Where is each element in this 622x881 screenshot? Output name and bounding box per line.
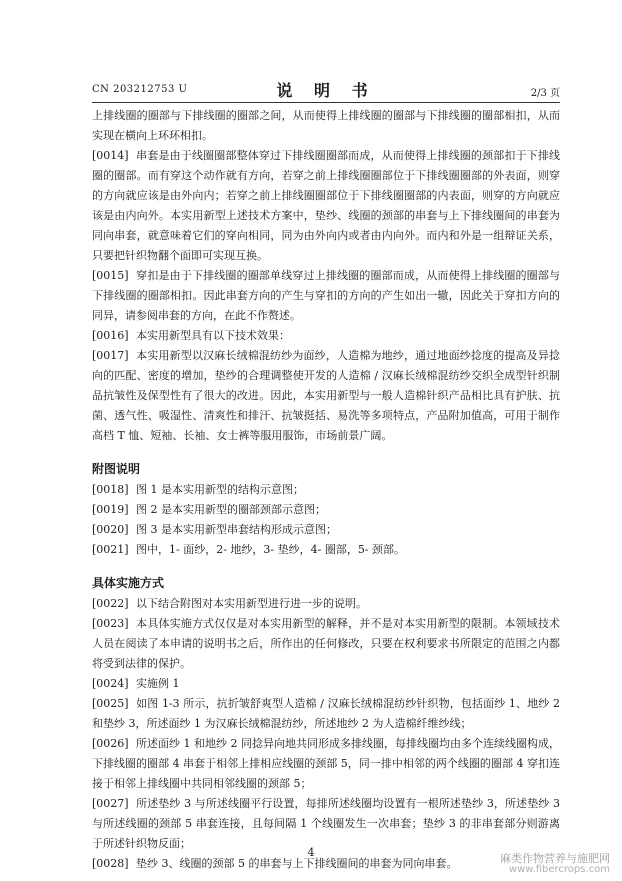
paragraph-number: [0015]: [92, 269, 129, 282]
paragraph-number: [0025]: [92, 697, 129, 710]
paragraph-0018: [92, 480, 560, 500]
paragraph-number: [0016]: [92, 329, 129, 342]
paragraph-0027: [92, 794, 560, 854]
paragraph-0016: [92, 326, 560, 346]
paragraph-text: 垫纱 3、线圈的颈部 5 的串套与上下排线圈间的串套为同向串套。: [136, 857, 458, 870]
section-spacer: [92, 446, 560, 458]
paragraph-continued: [92, 106, 560, 146]
paragraph-number: [0028]: [92, 857, 129, 870]
paragraph-number: [0024]: [92, 677, 129, 690]
paragraph-0023: [92, 614, 560, 674]
paragraph-0015: [92, 266, 560, 326]
paragraph-number: [0014]: [92, 149, 129, 162]
paragraph-text: 穿扣是由于下排线圈的圈部单线穿过上排线圈的圈部而成，从而使得上排线圈的圈部与下排线圈的圈部相扣。因此串套方向的产生与穿扣的方向的产生如出一辙，因此关于穿扣方向的同异，请参阅串套的方向，在此不作赘述。: [92, 269, 560, 322]
paragraph-number: [0019]: [92, 503, 129, 516]
paragraph-text: 本实用新型以汉麻长绒棉混纺纱为面纱，人造棉为地纱，通过地面纱捻度的提高及异捻向的匹配、密度的增加，垫纱的合理调整使开发的人造棉 / 汉麻长绒棉混纺纱交织全成型针织制品抗皱性及保型性有了很大的改进。因此，本实用新型与一般人造棉针织产品相比具有护肤、抗菌、透气性、吸湿性、清爽性和排汗、抗皱挺括、易洗等多项特点，产品附加值高，可用于制作高档 T 恤、短袖、长袖、女士裤等服用服饰，市场前景广阔。: [92, 349, 560, 442]
section-spacer: [92, 560, 560, 572]
paragraph-text: 图中，1- 面纱，2- 地纱，3- 垫纱，4- 圈部，5- 颈部。: [136, 543, 406, 556]
paragraph-number: [0022]: [92, 597, 129, 610]
paragraph-0017: [92, 346, 560, 446]
paragraph-number: [0020]: [92, 523, 129, 536]
paragraph-0021: [92, 540, 560, 560]
paragraph-0014: [92, 146, 560, 266]
page-header: [92, 78, 560, 102]
paragraph-text: 所述面纱 1 和地纱 2 同捻异向地共同形成多排线圈，每排线圈均由多个连续线圈构成，下排线圈的圈部 4 串套于相邻上排相应线圈的颈部 5，同一排中相邻的两个线圈的圈部 4 穿扣连接于相邻上排线圈中共同相邻线圈的颈部 5；: [92, 737, 560, 790]
paragraph-text: 所述垫纱 3 与所述线圈平行设置，每排所述线圈均设置有一根所述垫纱 3，所述垫纱 3 与所述线圈的颈部 5 串套连接，且每间隔 1 个线圈发生一次串套；垫纱 3 的非串套部分则游离于所述针织物反面；: [92, 797, 560, 850]
document-body: [92, 106, 560, 874]
page-ratio: 2/3 页: [530, 88, 560, 99]
page-number: 4: [307, 846, 315, 859]
paragraph-0022: [92, 594, 560, 614]
paragraph-text: 上排线圈的圈部与下排线圈的圈部之间，从而使得上排线圈的圈部与下排线圈的圈部相扣，从而实现在横向上环环相扣。: [92, 109, 560, 142]
paragraph-number: [0027]: [92, 797, 129, 810]
doc-number: CN 203212753 U: [92, 84, 188, 95]
paragraph-0025: [92, 694, 560, 734]
paragraph-0019: [92, 500, 560, 520]
watermark-url: www.fibercrops.com: [508, 864, 610, 875]
paragraph-0024: [92, 674, 560, 694]
paragraph-number: [0018]: [92, 483, 129, 496]
paragraph-text: 以下结合附图对本实用新型进行进一步的说明。: [136, 597, 367, 610]
paragraph-text: 如图 1-3 所示，抗折皱舒爽型人造棉 / 汉麻长绒棉混纺纱针织物，包括面纱 1、地纱 2 和垫纱 3，所述面纱 1 为汉麻长绒棉混纺纱，所述地纱 2 为人造棉纤维纱线；: [92, 697, 560, 730]
section-heading-embodiment: 具体实施方式: [92, 576, 165, 590]
paragraph-text: 串套是由于线圈圈部整体穿过下排线圈圈部而成，从而使得上排线圈的颈部扣于下排线圈的圈部。而有穿这个动作就有方向，若穿之前上排线圈圈部位于下排线圈圈部的外表面，则穿的方向就应该是由外向内；若穿之前上排线圈圈部位于下排线圈圈部的内表面，则穿的方向就应该是由内向外。本实用新型上述技术方案中，垫纱、线圈的颈部的串套与上下排线圈间的串套为同向串套，就意味着它们的穿向相同，同为由外向内或者由内向外。而内和外是一组辩证关系，只要把针织物翻个面即可实现互换。: [92, 149, 560, 262]
section-heading-figures: 附图说明: [92, 462, 141, 476]
page-title: 说 明 书: [276, 81, 376, 100]
paragraph-text: 图 3 是本实用新型串套结构形成示意图；: [136, 523, 337, 536]
paragraph-text: 图 2 是本实用新型的圈部颈部示意图；: [136, 503, 326, 516]
paragraph-0020: [92, 520, 560, 540]
header-divider: [92, 102, 560, 103]
paragraph-0026: [92, 734, 560, 794]
paragraph-text: 本实用新型具有以下技术效果：: [136, 329, 290, 342]
paragraph-number: [0021]: [92, 543, 129, 556]
watermark-text: 麻类作物营养与施肥网: [500, 852, 610, 865]
paragraph-number: [0023]: [92, 617, 129, 630]
paragraph-text: 本具体实施方式仅仅是对本实用新型的解释，并不是对本实用新型的限制。本领域技术人员在阅读了本申请的说明书之后，所作出的任何修改，只要在权利要求书所限定的范围之内都将受到法律的保护。: [92, 617, 560, 670]
paragraph-text: 实施例 1: [136, 677, 180, 690]
paragraph-text: 图 1 是本实用新型的结构示意图；: [136, 483, 304, 496]
paragraph-number: [0026]: [92, 737, 129, 750]
paragraph-number: [0017]: [92, 349, 129, 362]
